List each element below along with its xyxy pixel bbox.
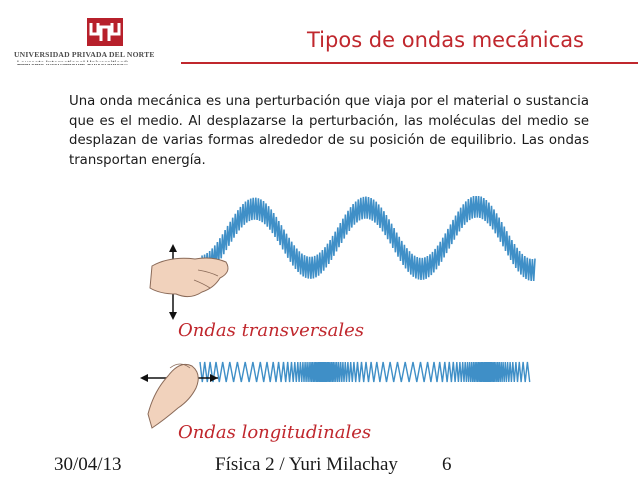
upn-logo-icon bbox=[87, 18, 123, 46]
longitudinal-spring bbox=[200, 362, 530, 382]
footer-page-number: 6 bbox=[442, 454, 452, 475]
slide-paragraph: Una onda mecánica es una perturbación que viaja por el material o sustancia que es el medio. Al desplazarse la perturbación, las moléculas del medio se desplazan de varias formas alrededor de su posición de equilibrio. Las ondas transportan energía. bbox=[69, 94, 589, 168]
slide-title: Tipos de ondas mecánicas bbox=[307, 28, 584, 52]
hand-longitudinal-icon bbox=[148, 364, 198, 428]
waves-illustration bbox=[140, 196, 540, 446]
caption-transversal: Ondas transversales bbox=[178, 320, 365, 341]
hand-transverse-icon bbox=[150, 258, 228, 297]
footer-course: Física 2 / Yuri Milachay bbox=[215, 454, 398, 475]
university-name: UNIVERSIDAD PRIVADA DEL NORTE bbox=[14, 50, 155, 59]
transverse-spring bbox=[202, 196, 535, 281]
caption-longitudinal: Ondas longitudinales bbox=[178, 422, 372, 443]
footer-date: 30/04/13 bbox=[54, 454, 122, 475]
university-logo bbox=[14, 18, 174, 73]
